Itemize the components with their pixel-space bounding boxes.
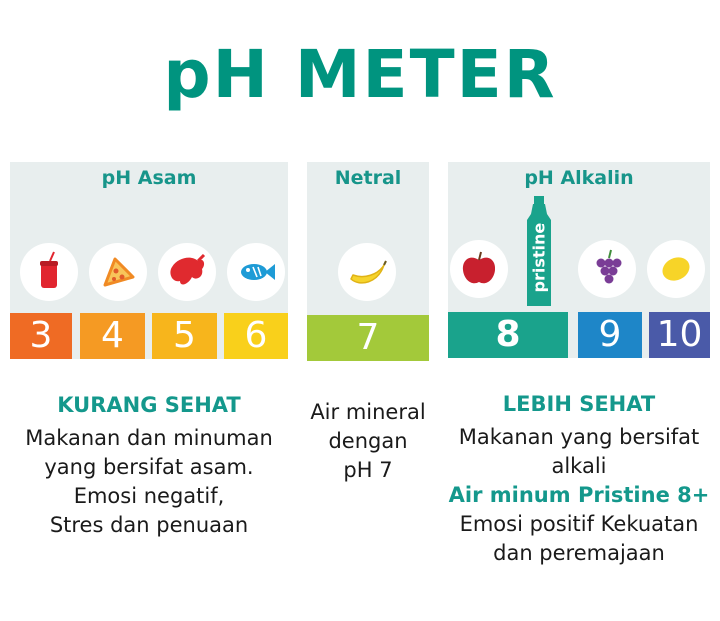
alkaline-panel-label: pH Alkalin: [524, 167, 634, 189]
ph-value-3: 3: [10, 313, 72, 359]
soda-cup-icon: [20, 243, 78, 301]
pristine-highlight: Air minum Pristine 8+: [448, 483, 710, 507]
alkaline-panel: [448, 162, 710, 358]
neutral-panel: [307, 162, 429, 361]
pristine-bottle-icon: [524, 196, 554, 306]
ph-value-6: 6: [224, 313, 288, 359]
less-healthy-description: [10, 424, 288, 540]
neutral-panel-label: Netral: [334, 167, 402, 189]
ph-value-7: 7: [307, 315, 429, 361]
desc-line: Air mineral: [310, 400, 426, 424]
desc-line: Emosi positif Kekuatan: [459, 512, 699, 536]
desc-line: alkali: [551, 454, 607, 478]
healthier-heading: LEBIH SEHAT: [502, 392, 656, 416]
desc-line: pH 7: [343, 458, 393, 482]
healthier-description: [444, 423, 714, 568]
ph-value-10: 10: [649, 312, 710, 358]
bottle-label: pristine: [529, 222, 549, 293]
acid-panel-label: pH Asam: [101, 167, 197, 189]
desc-line: Emosi negatif,: [73, 484, 225, 508]
neutral-description: [300, 398, 436, 485]
ph-value-5: 5: [152, 313, 217, 359]
meat-icon: [158, 243, 216, 301]
desc-line: yang bersifat asam.: [44, 455, 254, 479]
desc-line: Stres dan penuaan: [49, 513, 249, 537]
desc-line: dan peremajaan: [493, 541, 665, 565]
desc-line: dengan: [328, 429, 408, 453]
fish-icon: [227, 243, 285, 301]
desc-line: Makanan dan minuman: [25, 426, 273, 450]
ph-value-4: 4: [80, 313, 145, 359]
desc-line: Makanan yang bersifat: [458, 425, 700, 449]
less-healthy-heading: KURANG SEHAT: [57, 393, 241, 417]
lemon-icon: [647, 240, 705, 298]
ph-value-8: 8: [448, 312, 568, 358]
page-title: pH METER: [163, 36, 557, 113]
ph-value-9: 9: [578, 312, 642, 358]
apple-icon: [450, 240, 508, 298]
pizza-slice-icon: [89, 243, 147, 301]
acid-panel: [10, 162, 288, 359]
banana-icon: [338, 243, 396, 301]
grapes-icon: [578, 240, 636, 298]
